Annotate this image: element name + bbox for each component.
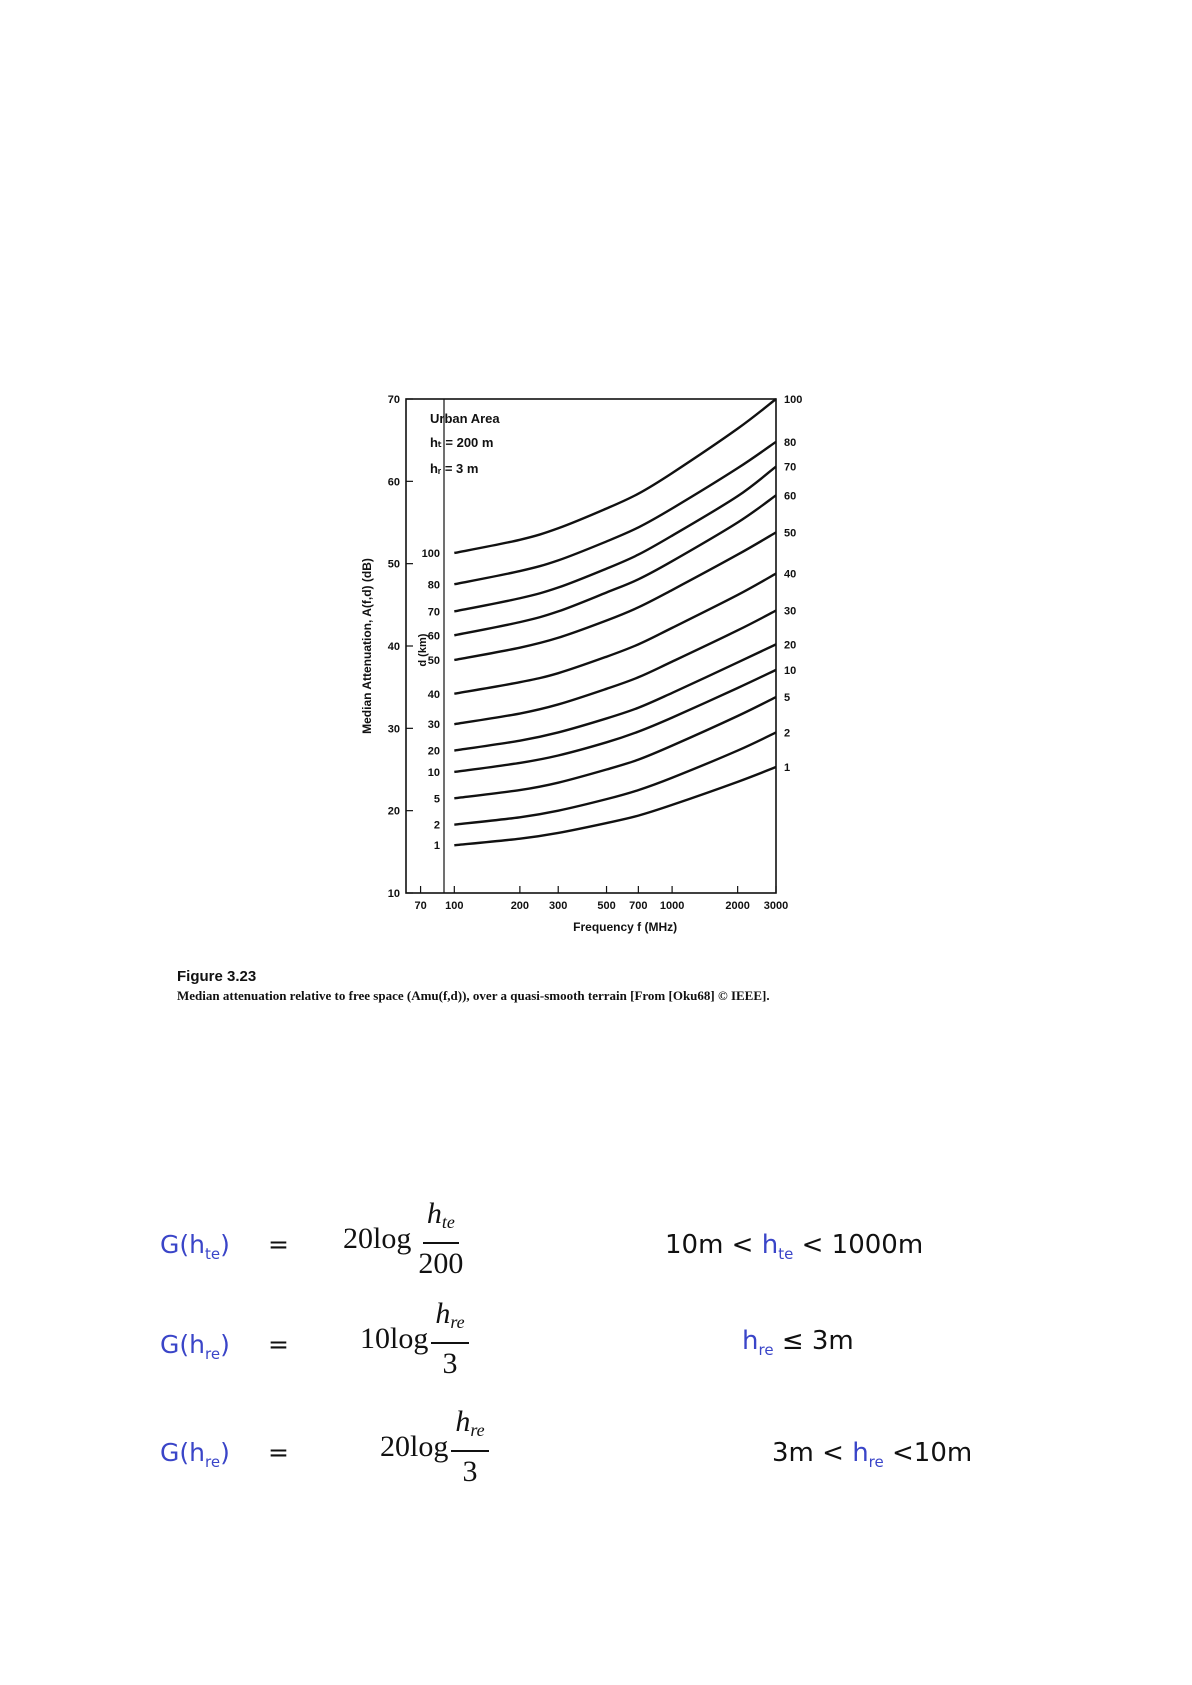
x-axis-label: Frequency f (MHz) — [573, 920, 678, 934]
x-tick-label: 1000 — [659, 900, 685, 912]
y-tick-label: 30 — [387, 723, 400, 736]
series-line-d-80 — [454, 442, 776, 584]
chart-annotation-ht: hₜ = 200 m — [430, 435, 494, 450]
series-line-d-50 — [454, 532, 776, 660]
left-d-label: 50 — [427, 654, 440, 667]
right-d-label: 60 — [784, 490, 797, 503]
x-tick-label: 2000 — [725, 900, 750, 912]
x-tick-label: 700 — [629, 900, 648, 912]
d-axis-label: d (km) — [417, 633, 429, 667]
right-d-label: 1 — [784, 762, 791, 775]
x-tick-label: 100 — [445, 900, 464, 912]
y-axis-label: Median Attenuation, A(f,d) (dB) — [360, 558, 374, 734]
right-d-label: 5 — [784, 692, 791, 705]
equation-fraction: $\frac{\text{hte}}{200}$ — [414, 1194, 467, 1284]
left-d-label: 80 — [427, 579, 440, 592]
right-d-label: 20 — [784, 639, 797, 652]
series-line-d-40 — [454, 574, 776, 694]
equation-lhs: $G(h_{re})$ — [160, 1330, 230, 1363]
series-line-d-2 — [454, 732, 776, 824]
y-tick-label: 60 — [387, 476, 400, 489]
chart-annotation-hr: hᵣ = 3 m — [430, 461, 479, 476]
chart-annotation-area: Urban Area — [430, 411, 500, 426]
left-d-label: 10 — [427, 766, 440, 779]
equation-row — [0, 1297, 1192, 1440]
equation-row — [0, 1197, 1192, 1328]
equation-coefficient: 20log — [380, 1430, 449, 1463]
left-d-label: 30 — [427, 719, 440, 732]
equation-coefficient: 10log — [360, 1322, 429, 1355]
left-d-label: 100 — [421, 547, 440, 560]
series-line-d-5 — [454, 697, 776, 798]
left-d-label: 1 — [433, 840, 440, 853]
right-d-label: 80 — [784, 436, 797, 449]
figure — [176, 383, 912, 1033]
y-tick-label: 50 — [387, 558, 400, 571]
right-d-label: 2 — [784, 727, 791, 740]
right-d-label: 70 — [784, 461, 797, 474]
y-tick-label: 10 — [387, 888, 400, 900]
equation-condition: $h_{re} \le 3m$ — [742, 1326, 854, 1359]
left-d-label: 70 — [427, 606, 440, 619]
figure-label: Figure 3.23 — [177, 968, 257, 985]
y-tick-label: 70 — [387, 394, 400, 406]
equals-sign: = — [268, 1438, 289, 1467]
equation-rhs — [380, 1402, 489, 1492]
equation-row — [0, 1405, 1192, 1548]
right-d-label: 100 — [784, 394, 803, 406]
series-line-d-20 — [454, 644, 776, 750]
y-tick-label: 40 — [387, 641, 400, 653]
right-d-label: 40 — [784, 568, 797, 581]
figure-caption — [177, 968, 917, 1004]
left-d-label: 40 — [427, 688, 440, 701]
x-tick-label: 500 — [597, 900, 616, 912]
equation-fraction: $\frac{\text{hre}}{3}$ — [431, 1294, 468, 1384]
x-tick-label: 3000 — [763, 900, 789, 912]
attenuation-chart — [176, 383, 912, 973]
figure-caption-text: Median attenuation relative to free space (Amu(f,d)), over a quasi-smooth terrain [From [Oku68] © IEEE]. — [177, 988, 770, 1003]
equation-coefficient: 20log — [343, 1222, 412, 1255]
equation-condition: $10m < h_{te} < 1000m$ — [665, 1230, 924, 1263]
x-tick-label: 200 — [510, 900, 530, 912]
right-d-label: 50 — [784, 527, 797, 540]
series-line-d-1 — [454, 767, 776, 845]
y-tick-label: 20 — [387, 805, 400, 818]
left-d-label: 2 — [433, 819, 440, 832]
equation-lhs: $G(h_{re})$ — [160, 1438, 230, 1471]
right-d-label: 10 — [784, 664, 797, 677]
left-d-label: 5 — [433, 793, 440, 806]
equals-sign: = — [268, 1330, 289, 1359]
left-d-label: 20 — [427, 745, 440, 758]
equation-condition: $3m < h_{re} <10m$ — [772, 1438, 973, 1471]
equation-lhs: $G(h_{te})$ — [160, 1230, 230, 1263]
equals-sign: = — [268, 1230, 289, 1259]
x-tick-label: 70 — [414, 900, 427, 912]
equation-rhs — [343, 1194, 467, 1284]
equation-rhs — [360, 1294, 469, 1384]
right-d-label: 30 — [784, 605, 797, 618]
left-d-label: 60 — [427, 630, 440, 643]
equation-fraction: $\frac{\text{hre}}{3}$ — [451, 1402, 488, 1492]
x-tick-label: 300 — [549, 900, 568, 912]
